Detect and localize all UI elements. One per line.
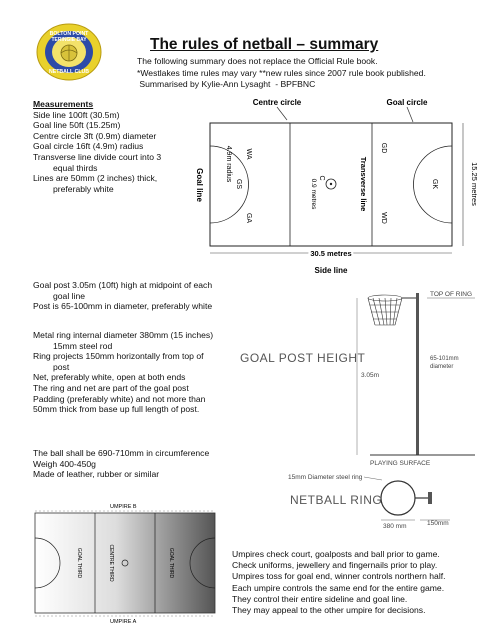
third-label: CENTRE THIRD xyxy=(108,544,114,582)
height-label: 3.05m xyxy=(361,372,380,379)
logo-line-2: TERINGIE BAY xyxy=(51,37,87,43)
diameter-label-2: diameter xyxy=(430,364,454,370)
text-line: post xyxy=(53,361,70,372)
ball-line: Weigh 400-450g xyxy=(33,458,96,469)
text-line: Metal ring internal diameter 380mm (15 inches) xyxy=(33,330,214,340)
text-line: Net, preferably white, open at both ends xyxy=(33,372,186,383)
pos-gk: GK xyxy=(431,178,438,190)
text-line: 15mm steel rod xyxy=(53,340,113,351)
centre-label: C xyxy=(318,175,325,181)
umpire-line: They may appeal to the other umpire for decisions. xyxy=(232,605,426,616)
umpire-line: They control their entire sideline and goal line. xyxy=(232,593,408,604)
length-label: 30.5 metres xyxy=(310,249,352,258)
pos-gd: GD xyxy=(380,142,387,154)
ball-line: Made of leather, rubber or similar xyxy=(33,469,160,480)
ring-text xyxy=(33,330,213,415)
goalpost-text xyxy=(33,280,212,312)
text-line: Goal post 3.05m (10ft) high at midpoint of each xyxy=(33,280,213,290)
logo-line-1: BOLTON POINT xyxy=(49,31,89,37)
umpire-line: Umpires toss for goal end, winner controls northern half. xyxy=(232,571,446,582)
header-line: *Westlakes time rules may vary **new rules since 2007 rule book published. xyxy=(137,67,426,78)
ring-icon xyxy=(381,481,415,515)
text-line: Padding (preferably white) and not more than xyxy=(33,393,206,404)
goal-post xyxy=(416,293,419,455)
measurements-heading: Measurements xyxy=(33,99,94,109)
pos-ga: GA xyxy=(245,212,252,224)
goalpost-diagram xyxy=(230,285,480,475)
umpire-line: Umpires check court, goalposts and ball prior to game. xyxy=(232,549,440,559)
goal-line-label: Goal line xyxy=(195,168,204,202)
ring-diagram xyxy=(270,468,485,538)
text-line: Centre circle 3ft (0.9m) diameter xyxy=(33,130,157,141)
header-line: Summarised by Kylie-Ann Lysaght - BPFBNC xyxy=(137,79,316,90)
third-label: GOAL THIRD xyxy=(76,547,82,579)
text-line: Transverse line divide court into 3 xyxy=(33,151,162,162)
goalpost-title: GOAL POST HEIGHT xyxy=(240,351,366,365)
diameter-label: 65-101mm xyxy=(430,356,459,362)
umpire-court-diagram xyxy=(30,500,220,630)
umpire-line: Check uniforms, jewellery and fingernails prior to play. xyxy=(232,560,438,571)
side-line-label: Side line xyxy=(314,266,348,275)
centre-circle-label: Centre circle xyxy=(252,98,302,107)
text-line: 50mm thick from base up full length of post. xyxy=(33,404,200,415)
net-icon xyxy=(368,295,402,325)
ring-dim1: 380 mm xyxy=(383,523,407,530)
measurements-section xyxy=(33,99,161,194)
ball-text xyxy=(33,448,209,480)
text-line: Ring projects 150mm horizontally from top of xyxy=(33,351,204,362)
umpire-a-label: UMPIRE A xyxy=(110,619,137,625)
third-label: GOAL THIRD xyxy=(168,547,174,579)
club-logo xyxy=(20,22,118,82)
header-line: The following summary does not replace the Official Rule book. xyxy=(137,56,378,66)
centre-dim-label: 0.9 metres xyxy=(310,178,317,210)
pos-wd: WD xyxy=(380,212,387,224)
header-notes xyxy=(137,56,426,91)
umpire-text xyxy=(232,549,446,616)
text-line: equal thirds xyxy=(53,162,98,173)
goal-circle-label: Goal circle xyxy=(386,98,428,107)
text-line: The ring and net are part of the goal post xyxy=(33,382,189,393)
court-diagram xyxy=(175,96,495,281)
pos-gs: GS xyxy=(235,178,242,190)
text-line: Post is 65-100mm in diameter, preferably white xyxy=(33,301,213,312)
umpire-b-label: UMPIRE B xyxy=(110,504,137,510)
umpire-line: Each umpire controls the same end for the entire game. xyxy=(232,582,445,593)
ball-line: The ball shall be 690-710mm in circumference xyxy=(33,448,210,458)
text-line: Goal circle 16ft (4.9m) radius xyxy=(33,141,144,152)
ring-dim2: 150mm xyxy=(427,520,449,527)
transverse-label: Transverse line xyxy=(359,156,368,212)
page-title: The rules of netball – summary xyxy=(150,36,379,53)
width-label: 15.25 metres xyxy=(470,162,479,206)
text-line: goal line xyxy=(53,290,86,301)
text-line: Side line 100ft (30.5m) xyxy=(33,109,120,120)
logo-line-3: NETBALL CLUB xyxy=(49,69,89,75)
steel-ring-label: 15mm Diameter steel ring xyxy=(288,474,363,481)
ring-title: NETBALL RING xyxy=(290,493,383,507)
radius-label: 4.9m radius xyxy=(225,145,232,183)
text-line: Lines are 50mm (2 inches) thick, xyxy=(33,173,158,184)
text-line: preferably white xyxy=(53,183,114,194)
playing-surface-label: PLAYING SURFACE xyxy=(370,460,431,467)
text-line: Goal line 50ft (15.25m) xyxy=(33,120,121,131)
top-of-ring-label: TOP OF RING xyxy=(430,291,473,298)
pos-wa: WA xyxy=(245,148,252,160)
